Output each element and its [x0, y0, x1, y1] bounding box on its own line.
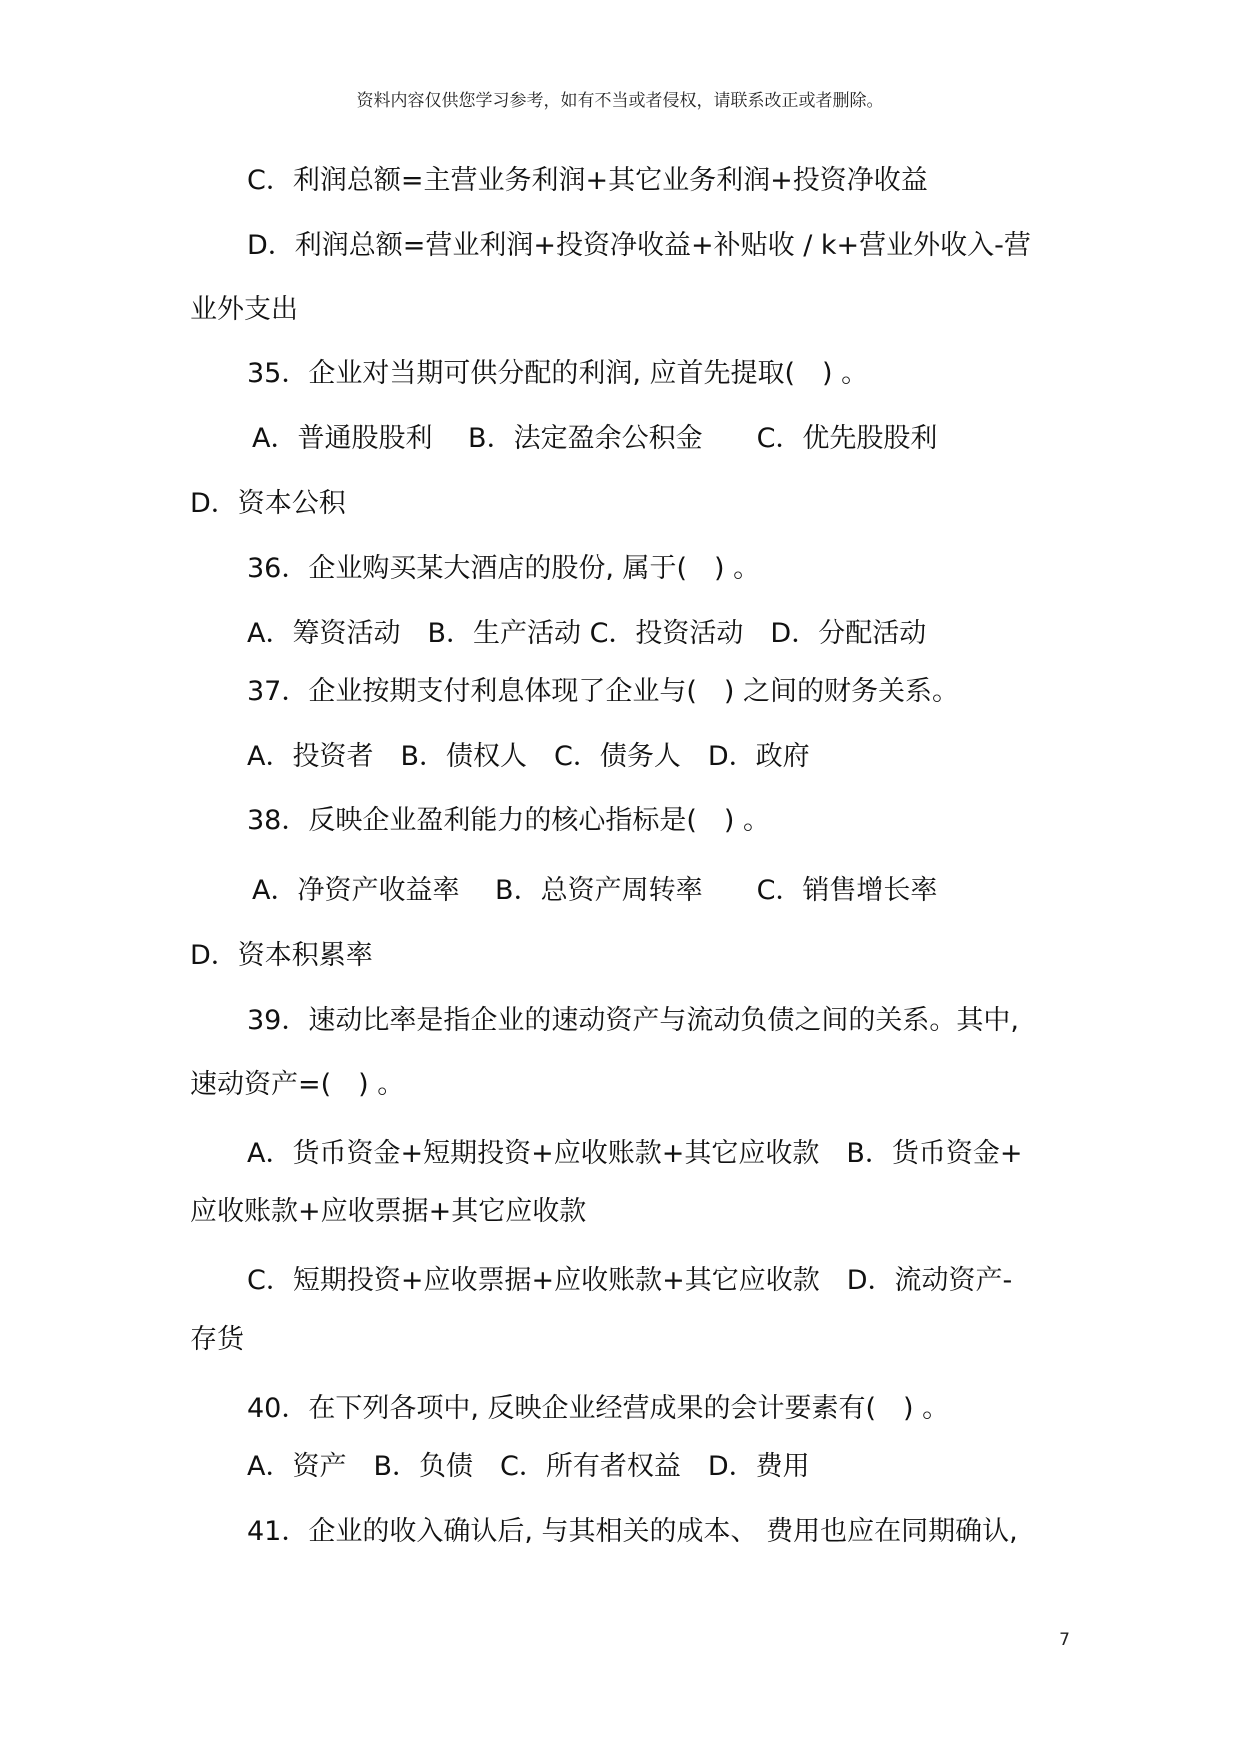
option-line: C．利润总额=主营业务利润+其它业务利润+投资净收益 [247, 165, 928, 196]
options-39: C．短期投资+应收票据+应收账款+其它应收款 D．流动资产- [247, 1265, 1013, 1296]
options-37: A．投资者 B．债权人 C．债务人 D．政府 [247, 741, 810, 772]
question-40: 40．在下列各项中, 反映企业经营成果的会计要素有( ) 。 [247, 1393, 950, 1424]
option-line: D．利润总额=营业利润+投资净收益+补贴收 / k+营业外收入-营 [247, 230, 1031, 261]
question-36: 36．企业购买某大酒店的股份, 属于( ) 。 [247, 553, 761, 584]
page-number: 7 [1059, 1630, 1070, 1650]
copyright-notice: 资料内容仅供您学习参考，如有不当或者侵权，请联系改正或者删除。 [356, 91, 884, 111]
question-41: 41．企业的收入确认后, 与其相关的成本、 费用也应在同期确认, [247, 1516, 1018, 1547]
option-line-continued: 业外支出 [190, 294, 298, 325]
options-38-continued: D．资本积累率 [190, 940, 373, 971]
question-35: 35．企业对当期可供分配的利润, 应首先提取( ) 。 [247, 358, 869, 389]
options-40: A．资产 B．负债 C．所有者权益 D．费用 [247, 1451, 810, 1482]
question-39: 39．速动比率是指企业的速动资产与流动负债之间的关系。其中, [247, 1005, 1019, 1036]
question-37: 37．企业按期支付利息体现了企业与( ) 之间的财务关系。 [247, 676, 960, 707]
options-38: A．净资产收益率 B．总资产周转率 C．销售增长率 [252, 875, 938, 906]
options-36: A．筹资活动 B．生产活动 C．投资活动 D．分配活动 [247, 618, 927, 649]
options-35-continued: D．资本公积 [190, 488, 346, 519]
options-39-continued: 应收账款+应收票据+其它应收款 [190, 1196, 587, 1227]
options-35: A．普通股股利 B．法定盈余公积金 C．优先股股利 [252, 423, 938, 454]
question-39-continued: 速动资产=( ) 。 [190, 1069, 405, 1100]
options-39: A．货币资金+短期投资+应收账款+其它应收款 B．货币资金+ [247, 1138, 1023, 1169]
options-39-continued: 存货 [190, 1324, 244, 1355]
question-38: 38．反映企业盈利能力的核心指标是( ) 。 [247, 805, 771, 836]
